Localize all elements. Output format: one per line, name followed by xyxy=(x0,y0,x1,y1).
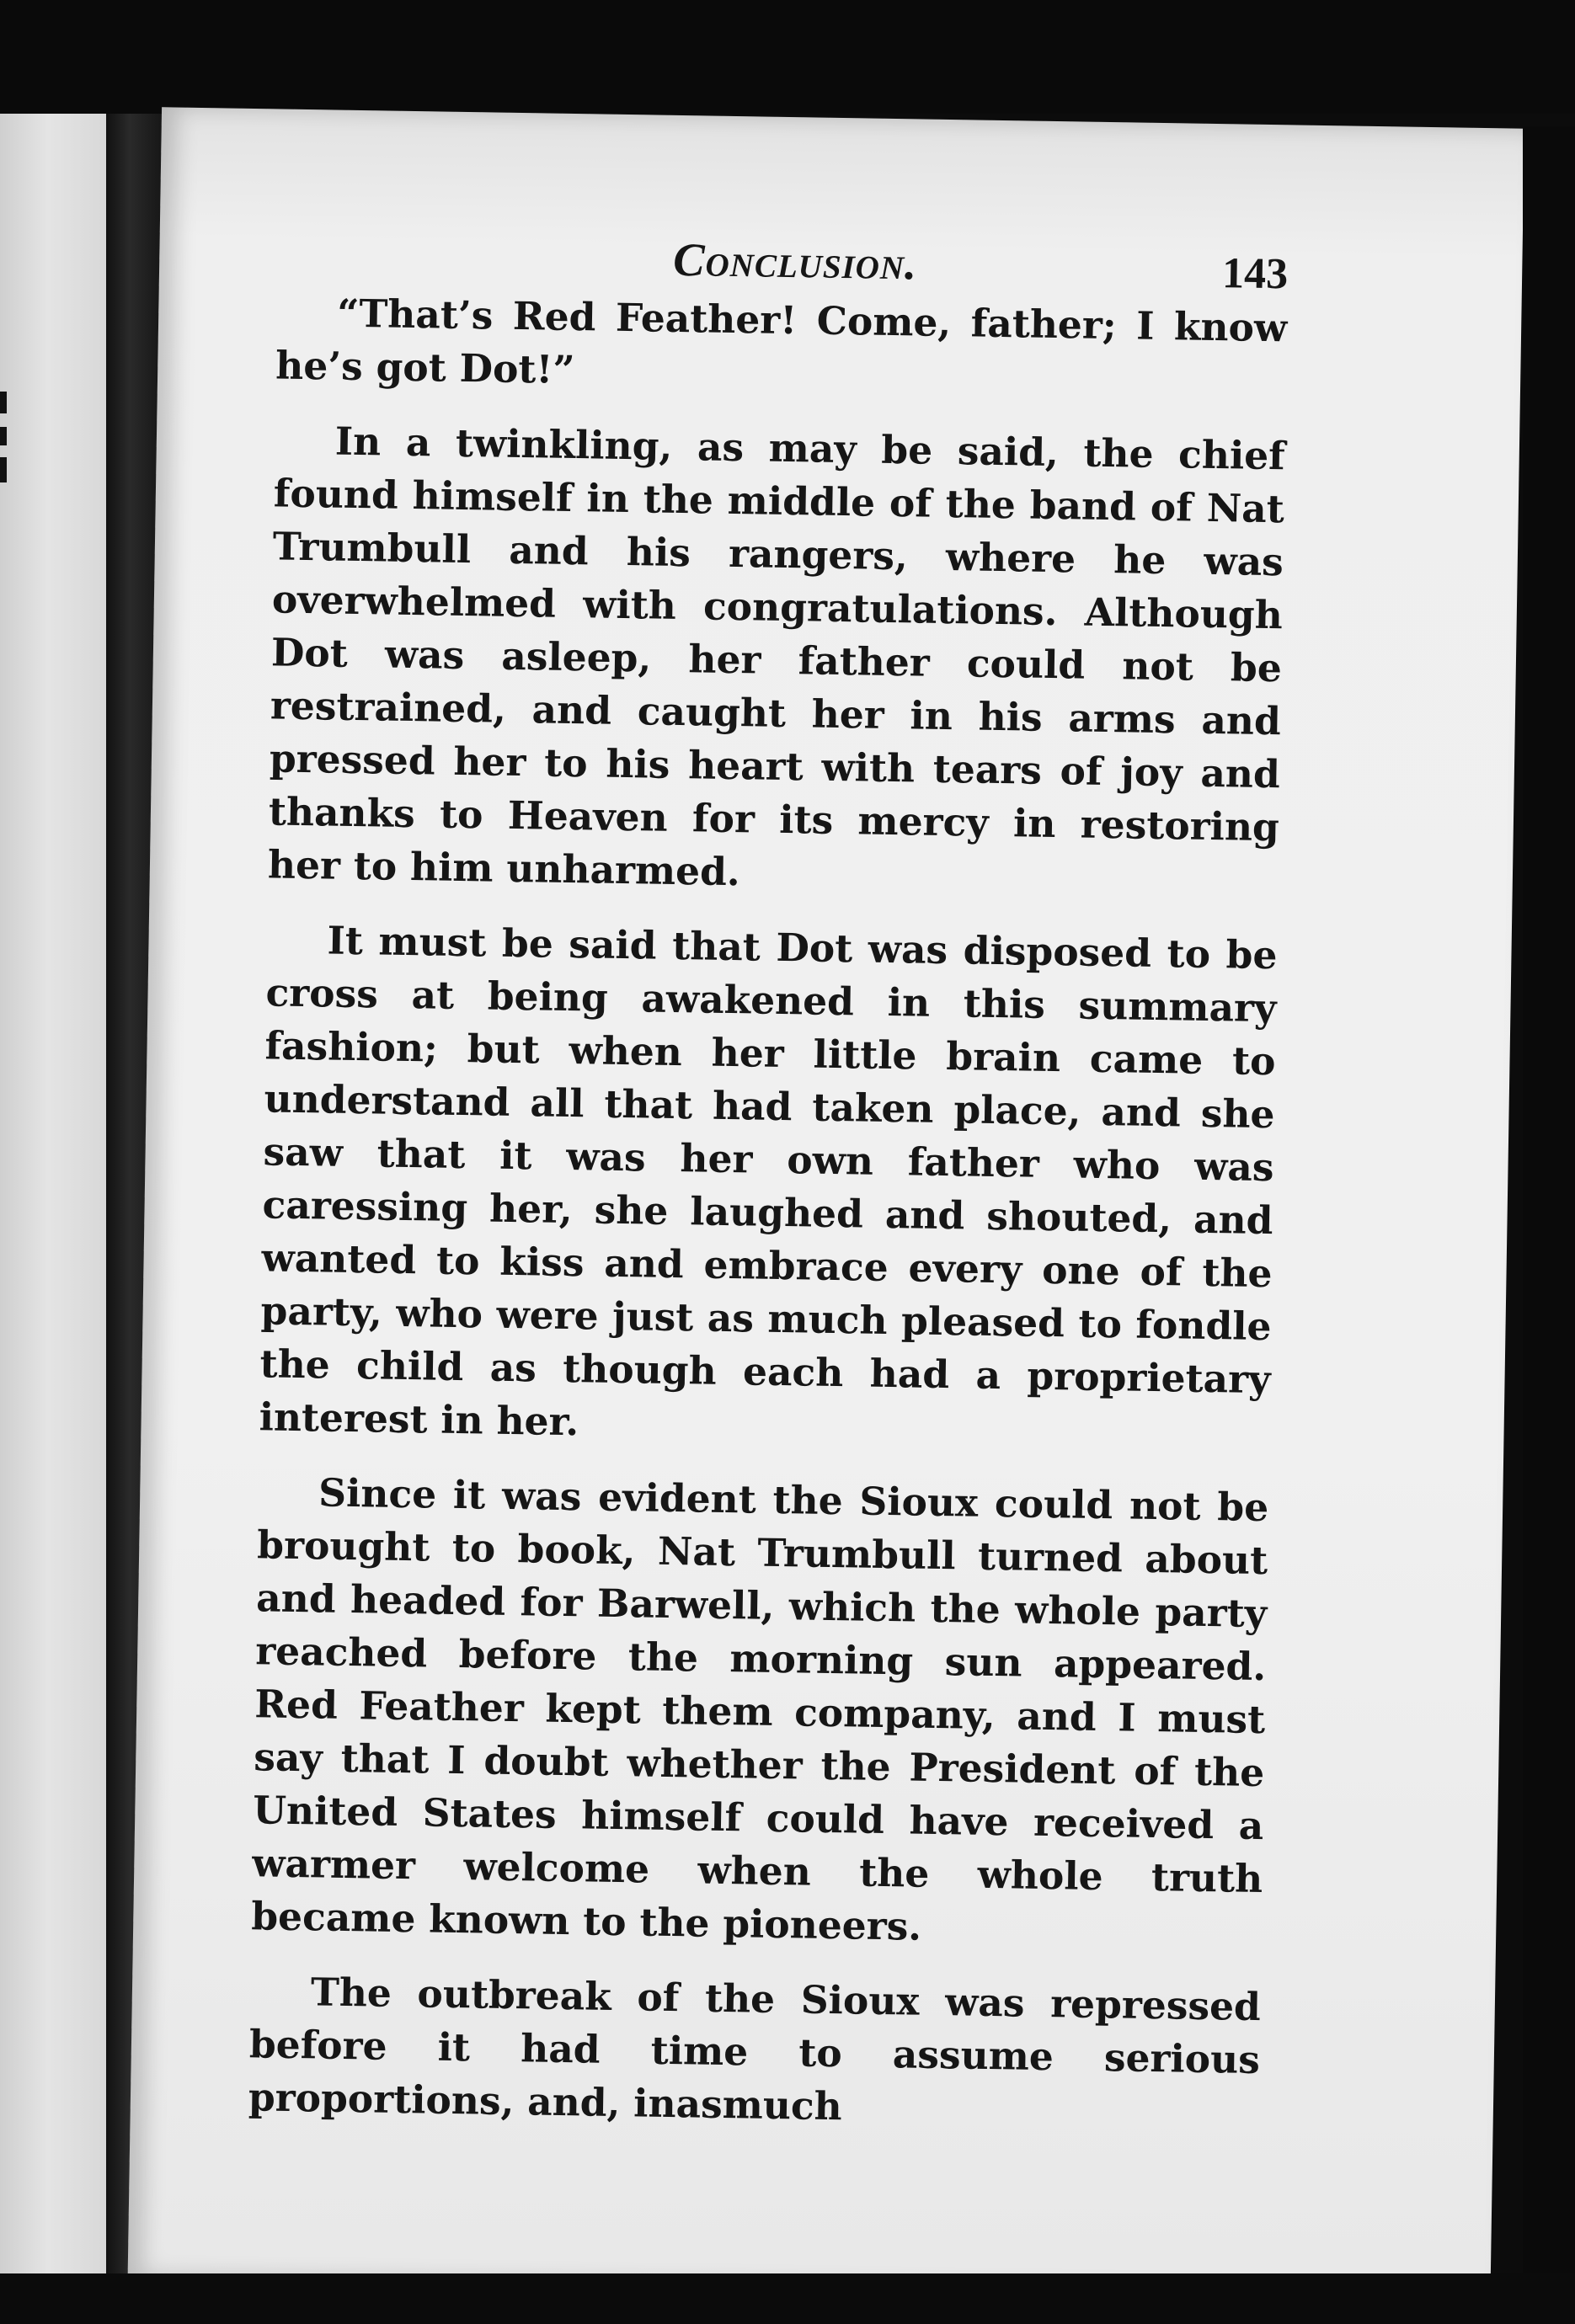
paragraph: In a twinkling, as may be said, the chief found himself in the middle of the band of Nat Trumbull and his rangers, where he was overwhelmed with congratulations. Although Dot was asleep, her father could not be restrained, and caught her in his arms and pressed her to his heart with tears of joy and thanks to Heaven for its mercy in restoring her to him unharmed. xyxy=(267,418,1286,895)
paragraph: It must be said that Dot was disposed to be cross at being awakened in this summary fashion; but when her little brain came to understand all that had taken place, and she saw that it was her own father who was caressing her, she laughed and shouted, and wanted to kiss and embrace every one of the party, who were just as much pleased to fondle the child as though each had a proprietary interest in her. xyxy=(259,917,1278,1445)
chapter-title: Conclusion. xyxy=(672,233,918,290)
book-page xyxy=(128,107,1524,2296)
page-edge-mark xyxy=(0,457,7,482)
scan-bottom-border xyxy=(0,2273,1575,2324)
page-edge-mark xyxy=(0,427,7,445)
paragraph: Since it was evident the Sioux could not be brought to book, Nat Trumbull turned about and headed for Barwell, which the whole party reached before the morning sun appeared. Red Feather kept them company, and I must say that I doubt whether the President of the United States himself could have received a warmer welcome when the whole truth became known to the pioneers. xyxy=(250,1469,1269,1949)
paragraph: “That’s Red Feather! Come, father; I know he’s got Dot!” xyxy=(275,290,1288,393)
page-edge-mark xyxy=(0,392,7,413)
paragraph: The outbreak of the Sioux was repressed before it had time to assume serious proportions, and, inasmuch xyxy=(248,1969,1262,2129)
scan-right-border xyxy=(1523,126,1575,2324)
page-content xyxy=(248,218,1289,2161)
scan-top-border xyxy=(0,0,1575,114)
page-number: 143 xyxy=(1221,249,1289,299)
facing-page-edge xyxy=(0,114,106,2278)
